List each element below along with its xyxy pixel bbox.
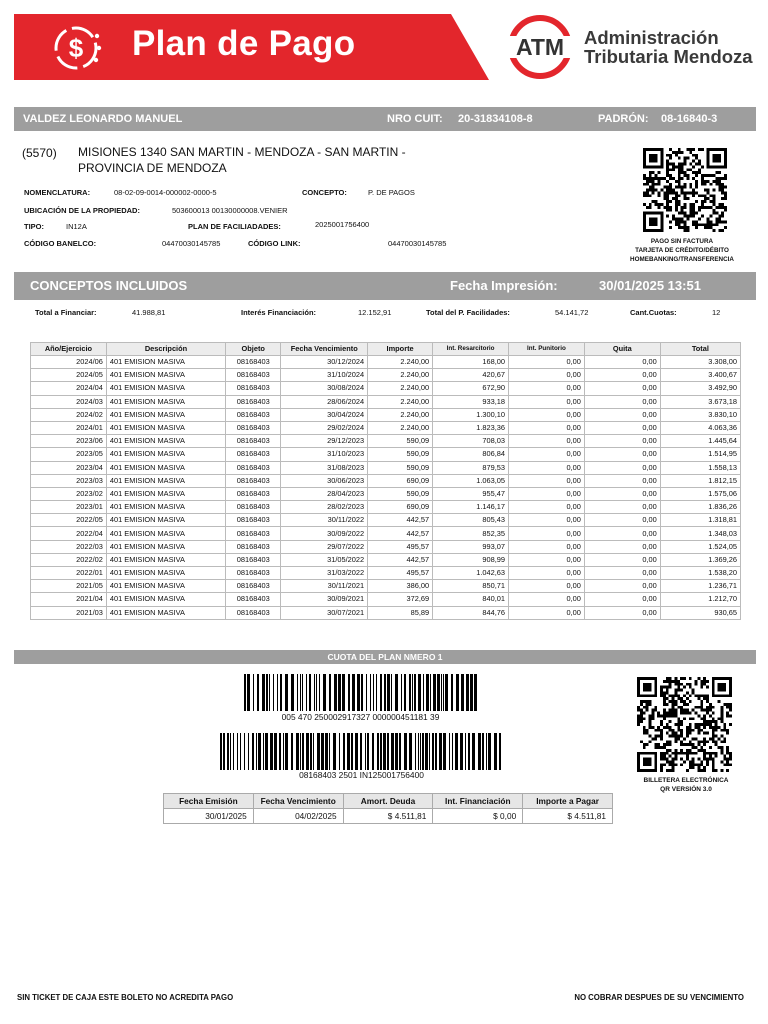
cell-int-punitorio: 0,00 — [509, 448, 585, 461]
print-date-value: 30/01/2025 13:51 — [599, 278, 701, 293]
cell-vencimiento: 28/04/2023 — [281, 487, 368, 500]
banelco-value: 04470030145785 — [162, 239, 221, 248]
total-plan-value: 54.141,72 — [555, 308, 589, 317]
cell-vencimiento: 30/08/2024 — [281, 382, 368, 395]
interes-label: Interés Financiación: — [241, 308, 317, 317]
print-date-label: Fecha Impresión: — [450, 278, 558, 293]
ubicacion-value: 503600013 00130000008.VENIER — [172, 206, 288, 215]
col-header: Quita — [584, 343, 660, 356]
atm-name-line2: Tributaria Mendoza — [584, 46, 753, 67]
cell-vencimiento: 31/05/2022 — [281, 553, 368, 566]
cell-int-punitorio: 0,00 — [509, 527, 585, 540]
cell-int-punitorio: 0,00 — [509, 606, 585, 619]
cell-vencimiento: 28/02/2023 — [281, 501, 368, 514]
cell-quita: 0,00 — [584, 356, 660, 369]
cell-descripcion: 401 EMISION MASIVA — [106, 395, 225, 408]
tipo-value: IN12A — [66, 222, 87, 231]
cell-int-resarcitorio: 805,43 — [433, 514, 509, 527]
cell-quita: 0,00 — [584, 474, 660, 487]
qr-bottom-caption-2: QR VERSIÓN 3.0 — [660, 786, 712, 793]
cell-total: 930,65 — [660, 606, 740, 619]
qr-bottom-caption-1: BILLETERA ELECTRÓNICA — [643, 777, 729, 784]
nomenclatura-value: 08-02-09-0014-000002-0000-5 — [114, 188, 217, 197]
cell-int-punitorio: 0,00 — [509, 421, 585, 434]
cell-importe: 85,89 — [368, 606, 433, 619]
link-label: CÓDIGO LINK: — [248, 239, 301, 248]
cuota-col-header: Importe a Pagar — [523, 794, 613, 809]
cell-objeto: 08168403 — [226, 606, 281, 619]
cell-ejercicio: 2021/05 — [31, 580, 107, 593]
cell-total: 1.236,71 — [660, 580, 740, 593]
nomenclatura-label: NOMENCLATURA: — [24, 188, 91, 197]
page-title: Plan de Pago — [132, 24, 356, 63]
table-row — [31, 606, 741, 619]
table-row — [31, 435, 741, 448]
cell-vencimiento: 30/09/2021 — [281, 593, 368, 606]
cell-total: 3.673,18 — [660, 395, 740, 408]
col-header: Int. Punitorio — [509, 343, 585, 356]
address-line2: PROVINCIA DE MENDOZA — [78, 161, 227, 175]
address-line1: MISIONES 1340 SAN MARTIN - MENDOZA - SAN MARTIN - — [78, 145, 406, 159]
cell-objeto: 08168403 — [226, 487, 281, 500]
cell-importe: 2.240,00 — [368, 395, 433, 408]
cell-quita: 0,00 — [584, 369, 660, 382]
plan-label: PLAN DE FACILIADADES: — [188, 222, 281, 231]
table-row — [31, 501, 741, 514]
cell-objeto: 08168403 — [226, 593, 281, 606]
financiar-label: Total a Financiar: — [35, 308, 97, 317]
cell-importe: 590,09 — [368, 461, 433, 474]
cell-int-resarcitorio: 1.146,17 — [433, 501, 509, 514]
cell-importe: 690,09 — [368, 501, 433, 514]
cuota-fecha-emision: 30/01/2025 — [164, 809, 254, 824]
cell-vencimiento: 30/11/2021 — [281, 580, 368, 593]
cell-int-resarcitorio: 672,90 — [433, 382, 509, 395]
cell-quita: 0,00 — [584, 553, 660, 566]
qr-bottom-caption — [612, 776, 760, 794]
padron-value: 08-16840-3 — [661, 113, 718, 125]
cell-int-punitorio: 0,00 — [509, 395, 585, 408]
cell-descripcion: 401 EMISION MASIVA — [106, 553, 225, 566]
table-row — [31, 408, 741, 421]
cell-total: 1.348,03 — [660, 527, 740, 540]
cell-quita: 0,00 — [584, 421, 660, 434]
cell-importe: 442,57 — [368, 514, 433, 527]
cell-vencimiento: 29/07/2022 — [281, 540, 368, 553]
cell-quita: 0,00 — [584, 408, 660, 421]
cell-importe: 442,57 — [368, 527, 433, 540]
table-row — [31, 567, 741, 580]
cell-int-resarcitorio: 806,84 — [433, 448, 509, 461]
cell-ejercicio: 2023/01 — [31, 501, 107, 514]
barcode-1 — [244, 674, 477, 711]
cell-descripcion: 401 EMISION MASIVA — [106, 606, 225, 619]
cell-ejercicio: 2021/03 — [31, 606, 107, 619]
concepts-header-row — [31, 343, 741, 356]
cell-int-punitorio: 0,00 — [509, 356, 585, 369]
table-row — [31, 593, 741, 606]
cell-int-resarcitorio: 879,53 — [433, 461, 509, 474]
cell-importe: 590,09 — [368, 435, 433, 448]
cell-total: 1.836,26 — [660, 501, 740, 514]
barcode-2 — [220, 733, 503, 770]
cell-importe: 372,69 — [368, 593, 433, 606]
cell-int-resarcitorio: 420,67 — [433, 369, 509, 382]
total-plan-label: Total del P. Facilidades: — [426, 308, 510, 317]
cell-vencimiento: 31/08/2023 — [281, 461, 368, 474]
cell-ejercicio: 2023/02 — [31, 487, 107, 500]
cell-vencimiento: 30/11/2022 — [281, 514, 368, 527]
table-row — [31, 421, 741, 434]
tipo-label: TIPO: — [24, 222, 44, 231]
cuota-importe-pagar: $ 4.511,81 — [523, 809, 613, 824]
cell-total: 1.318,81 — [660, 514, 740, 527]
cell-vencimiento: 30/12/2024 — [281, 356, 368, 369]
cell-importe: 2.240,00 — [368, 382, 433, 395]
cell-int-punitorio: 0,00 — [509, 382, 585, 395]
cell-int-resarcitorio: 993,07 — [433, 540, 509, 553]
ubicacion-label: UBICACIÓN DE LA PROPIEDAD: — [24, 206, 140, 215]
cell-ejercicio: 2023/03 — [31, 474, 107, 487]
cell-objeto: 08168403 — [226, 501, 281, 514]
svg-text:$: $ — [68, 33, 84, 63]
cell-int-resarcitorio: 955,47 — [433, 487, 509, 500]
table-row — [31, 514, 741, 527]
cell-vencimiento: 30/06/2023 — [281, 474, 368, 487]
cell-int-punitorio: 0,00 — [509, 435, 585, 448]
cell-importe: 2.240,00 — [368, 369, 433, 382]
cell-quita: 0,00 — [584, 540, 660, 553]
cell-importe: 590,09 — [368, 487, 433, 500]
cell-vencimiento: 29/12/2023 — [281, 435, 368, 448]
cell-descripcion: 401 EMISION MASIVA — [106, 527, 225, 540]
cell-objeto: 08168403 — [226, 553, 281, 566]
col-header: Total — [660, 343, 740, 356]
cell-ejercicio: 2022/03 — [31, 540, 107, 553]
cuota-amort-deuda: $ 4.511,81 — [343, 809, 433, 824]
padron-label: PADRÓN: — [598, 113, 649, 125]
cell-vencimiento: 30/09/2022 — [281, 527, 368, 540]
table-row — [31, 461, 741, 474]
cell-ejercicio: 2024/04 — [31, 382, 107, 395]
cell-vencimiento: 30/04/2024 — [281, 408, 368, 421]
cuotas-value: 12 — [712, 308, 721, 317]
col-header: Importe — [368, 343, 433, 356]
cell-importe: 2.240,00 — [368, 356, 433, 369]
cell-int-punitorio: 0,00 — [509, 461, 585, 474]
footer-left-notice: SIN TICKET DE CAJA ESTE BOLETO NO ACREDITA PAGO — [17, 993, 234, 1002]
cell-ejercicio: 2022/04 — [31, 527, 107, 540]
atm-logo — [502, 15, 578, 79]
cell-total: 1.445,64 — [660, 435, 740, 448]
cell-quita: 0,00 — [584, 395, 660, 408]
table-row — [31, 487, 741, 500]
cell-total: 1.812,15 — [660, 474, 740, 487]
cell-int-resarcitorio: 933,18 — [433, 395, 509, 408]
cell-ejercicio: 2021/04 — [31, 593, 107, 606]
cell-total: 3.400,67 — [660, 369, 740, 382]
cell-objeto: 08168403 — [226, 567, 281, 580]
cell-importe: 2.240,00 — [368, 408, 433, 421]
cell-quita: 0,00 — [584, 487, 660, 500]
taxpayer-name: VALDEZ LEONARDO MANUEL — [23, 113, 183, 125]
atm-name-line1: Administración — [584, 27, 719, 48]
table-row — [31, 448, 741, 461]
cuota-bar: CUOTA DEL PLAN NMERO 1 — [14, 650, 756, 664]
cell-descripcion: 401 EMISION MASIVA — [106, 593, 225, 606]
concepto-value: P. DE PAGOS — [368, 188, 415, 197]
cell-int-resarcitorio: 852,35 — [433, 527, 509, 540]
cell-quita: 0,00 — [584, 501, 660, 514]
cell-int-resarcitorio: 1.300,10 — [433, 408, 509, 421]
qr-top-caption-2: TARJETA DE CRÉDITO/DÉBITO — [635, 247, 729, 254]
cell-int-resarcitorio: 1.042,63 — [433, 567, 509, 580]
table-row — [31, 382, 741, 395]
cell-objeto: 08168403 — [226, 408, 281, 421]
cell-int-resarcitorio: 840,01 — [433, 593, 509, 606]
cell-total: 1.558,13 — [660, 461, 740, 474]
qr-top-caption — [612, 237, 752, 264]
financiar-value: 41.988,81 — [132, 308, 166, 317]
cell-vencimiento: 30/07/2021 — [281, 606, 368, 619]
cell-int-punitorio: 0,00 — [509, 501, 585, 514]
table-row — [31, 474, 741, 487]
cell-vencimiento: 29/02/2024 — [281, 421, 368, 434]
cell-int-punitorio: 0,00 — [509, 593, 585, 606]
wallet-qr-code-icon — [637, 677, 732, 772]
table-row — [31, 369, 741, 382]
table-row — [31, 540, 741, 553]
cell-importe: 590,09 — [368, 448, 433, 461]
concepto-label: CONCEPTO: — [302, 188, 347, 197]
address — [78, 144, 406, 176]
cell-ejercicio: 2022/01 — [31, 567, 107, 580]
barcode-1-text: 005 470 250002917327 000000451181 39 — [281, 712, 440, 722]
cell-total: 3.308,00 — [660, 356, 740, 369]
concepts-title: CONCEPTOS INCLUIDOS — [30, 278, 188, 293]
cell-int-punitorio: 0,00 — [509, 369, 585, 382]
cell-descripcion: 401 EMISION MASIVA — [106, 382, 225, 395]
cell-int-resarcitorio: 708,03 — [433, 435, 509, 448]
cell-total: 1.575,06 — [660, 487, 740, 500]
cell-quita: 0,00 — [584, 448, 660, 461]
cell-objeto: 08168403 — [226, 580, 281, 593]
cell-descripcion: 401 EMISION MASIVA — [106, 580, 225, 593]
cell-descripcion: 401 EMISION MASIVA — [106, 514, 225, 527]
cell-importe: 690,09 — [368, 474, 433, 487]
cell-vencimiento: 31/10/2023 — [281, 448, 368, 461]
cell-vencimiento: 31/03/2022 — [281, 567, 368, 580]
cell-int-punitorio: 0,00 — [509, 514, 585, 527]
cell-ejercicio: 2024/02 — [31, 408, 107, 421]
cell-descripcion: 401 EMISION MASIVA — [106, 369, 225, 382]
cell-objeto: 08168403 — [226, 461, 281, 474]
cuota-row — [164, 809, 613, 824]
cell-importe: 495,57 — [368, 567, 433, 580]
cuit-value: 20-31834108-8 — [458, 113, 533, 125]
cell-int-resarcitorio: 168,00 — [433, 356, 509, 369]
postal-code: (5570) — [22, 146, 57, 160]
taxpayer-bar — [14, 107, 756, 131]
cell-total: 3.492,90 — [660, 382, 740, 395]
cell-descripcion: 401 EMISION MASIVA — [106, 448, 225, 461]
cell-objeto: 08168403 — [226, 514, 281, 527]
cell-objeto: 08168403 — [226, 382, 281, 395]
table-row — [31, 395, 741, 408]
cell-descripcion: 401 EMISION MASIVA — [106, 435, 225, 448]
cell-objeto: 08168403 — [226, 369, 281, 382]
col-header: Descripción — [106, 343, 225, 356]
cell-importe: 2.240,00 — [368, 421, 433, 434]
cell-int-resarcitorio: 1.063,05 — [433, 474, 509, 487]
cell-total: 1.538,20 — [660, 567, 740, 580]
cell-ejercicio: 2024/03 — [31, 395, 107, 408]
cuota-int-financiacion: $ 0,00 — [433, 809, 523, 824]
cell-objeto: 08168403 — [226, 356, 281, 369]
cell-int-punitorio: 0,00 — [509, 474, 585, 487]
qr-code-icon — [643, 148, 727, 232]
cell-ejercicio: 2024/01 — [31, 421, 107, 434]
cell-int-resarcitorio: 844,76 — [433, 606, 509, 619]
cell-importe: 386,00 — [368, 580, 433, 593]
link-value: 04470030145785 — [388, 239, 447, 248]
cell-importe: 442,57 — [368, 553, 433, 566]
col-header: Int. Resarcitorio — [433, 343, 509, 356]
cell-objeto: 08168403 — [226, 474, 281, 487]
cuota-table — [163, 793, 613, 824]
table-row — [31, 527, 741, 540]
barcode-2-text: 08168403 2501 IN125001756400 — [299, 770, 424, 780]
cell-total: 1.212,70 — [660, 593, 740, 606]
cell-int-resarcitorio: 850,71 — [433, 580, 509, 593]
cell-quita: 0,00 — [584, 567, 660, 580]
cell-int-resarcitorio: 1.823,36 — [433, 421, 509, 434]
cell-objeto: 08168403 — [226, 540, 281, 553]
col-header: Fecha Vencimiento — [281, 343, 368, 356]
cell-quita: 0,00 — [584, 606, 660, 619]
col-header: Año/Ejercicio — [31, 343, 107, 356]
svg-text:ATM: ATM — [515, 34, 565, 60]
cell-descripcion: 401 EMISION MASIVA — [106, 567, 225, 580]
cell-int-punitorio: 0,00 — [509, 567, 585, 580]
cell-objeto: 08168403 — [226, 395, 281, 408]
cell-ejercicio: 2023/05 — [31, 448, 107, 461]
atm-name — [584, 28, 753, 66]
cell-total: 4.063,36 — [660, 421, 740, 434]
cell-total: 1.524,05 — [660, 540, 740, 553]
cell-ejercicio: 2024/06 — [31, 356, 107, 369]
dollar-circle-icon — [50, 22, 102, 74]
cell-objeto: 08168403 — [226, 435, 281, 448]
cell-int-resarcitorio: 908,99 — [433, 553, 509, 566]
cell-quita: 0,00 — [584, 527, 660, 540]
footer-right-notice: NO COBRAR DESPUES DE SU VENCIMIENTO — [574, 993, 744, 1002]
cell-importe: 495,57 — [368, 540, 433, 553]
cell-descripcion: 401 EMISION MASIVA — [106, 356, 225, 369]
cell-ejercicio: 2023/06 — [31, 435, 107, 448]
qr-top-caption-1: PAGO SIN FACTURA — [650, 238, 714, 245]
cell-descripcion: 401 EMISION MASIVA — [106, 461, 225, 474]
cell-quita: 0,00 — [584, 435, 660, 448]
cuit-label: NRO CUIT: — [387, 113, 443, 125]
cell-vencimiento: 28/06/2024 — [281, 395, 368, 408]
banelco-label: CÓDIGO BANELCO: — [24, 239, 97, 248]
cell-quita: 0,00 — [584, 580, 660, 593]
cell-int-punitorio: 0,00 — [509, 553, 585, 566]
cuota-col-header: Amort. Deuda — [343, 794, 433, 809]
col-header: Objeto — [226, 343, 281, 356]
plan-value: 2025001756400 — [315, 220, 370, 229]
cuota-col-header: Fecha Vencimiento — [253, 794, 343, 809]
cell-total: 1.514,95 — [660, 448, 740, 461]
cell-ejercicio: 2022/02 — [31, 553, 107, 566]
cell-int-punitorio: 0,00 — [509, 580, 585, 593]
cell-int-punitorio: 0,00 — [509, 408, 585, 421]
cell-descripcion: 401 EMISION MASIVA — [106, 421, 225, 434]
cuotas-label: Cant.Cuotas: — [630, 308, 677, 317]
cell-ejercicio: 2024/05 — [31, 369, 107, 382]
cell-ejercicio: 2023/04 — [31, 461, 107, 474]
cell-descripcion: 401 EMISION MASIVA — [106, 474, 225, 487]
cell-quita: 0,00 — [584, 514, 660, 527]
cell-total: 1.369,26 — [660, 553, 740, 566]
cell-int-punitorio: 0,00 — [509, 487, 585, 500]
cell-objeto: 08168403 — [226, 421, 281, 434]
cell-descripcion: 401 EMISION MASIVA — [106, 540, 225, 553]
cuota-fecha-vencimiento: 04/02/2025 — [253, 809, 343, 824]
table-row — [31, 580, 741, 593]
cell-descripcion: 401 EMISION MASIVA — [106, 408, 225, 421]
cell-quita: 0,00 — [584, 461, 660, 474]
cell-descripcion: 401 EMISION MASIVA — [106, 501, 225, 514]
table-row — [31, 553, 741, 566]
qr-top-caption-3: HOMEBANKING/TRANSFERENCIA — [630, 256, 734, 263]
concepts-bar — [14, 272, 756, 300]
cell-vencimiento: 31/10/2024 — [281, 369, 368, 382]
concepts-table — [30, 342, 741, 620]
cell-total: 3.830,10 — [660, 408, 740, 421]
cell-int-punitorio: 0,00 — [509, 540, 585, 553]
cell-quita: 0,00 — [584, 382, 660, 395]
cell-descripcion: 401 EMISION MASIVA — [106, 487, 225, 500]
interes-value: 12.152,91 — [358, 308, 392, 317]
cell-objeto: 08168403 — [226, 527, 281, 540]
cell-objeto: 08168403 — [226, 448, 281, 461]
cuota-col-header: Fecha Emisión — [164, 794, 254, 809]
table-row — [31, 356, 741, 369]
cuota-col-header: Int. Financiación — [433, 794, 523, 809]
cuota-header-row — [164, 794, 613, 809]
cell-quita: 0,00 — [584, 593, 660, 606]
cell-ejercicio: 2022/05 — [31, 514, 107, 527]
